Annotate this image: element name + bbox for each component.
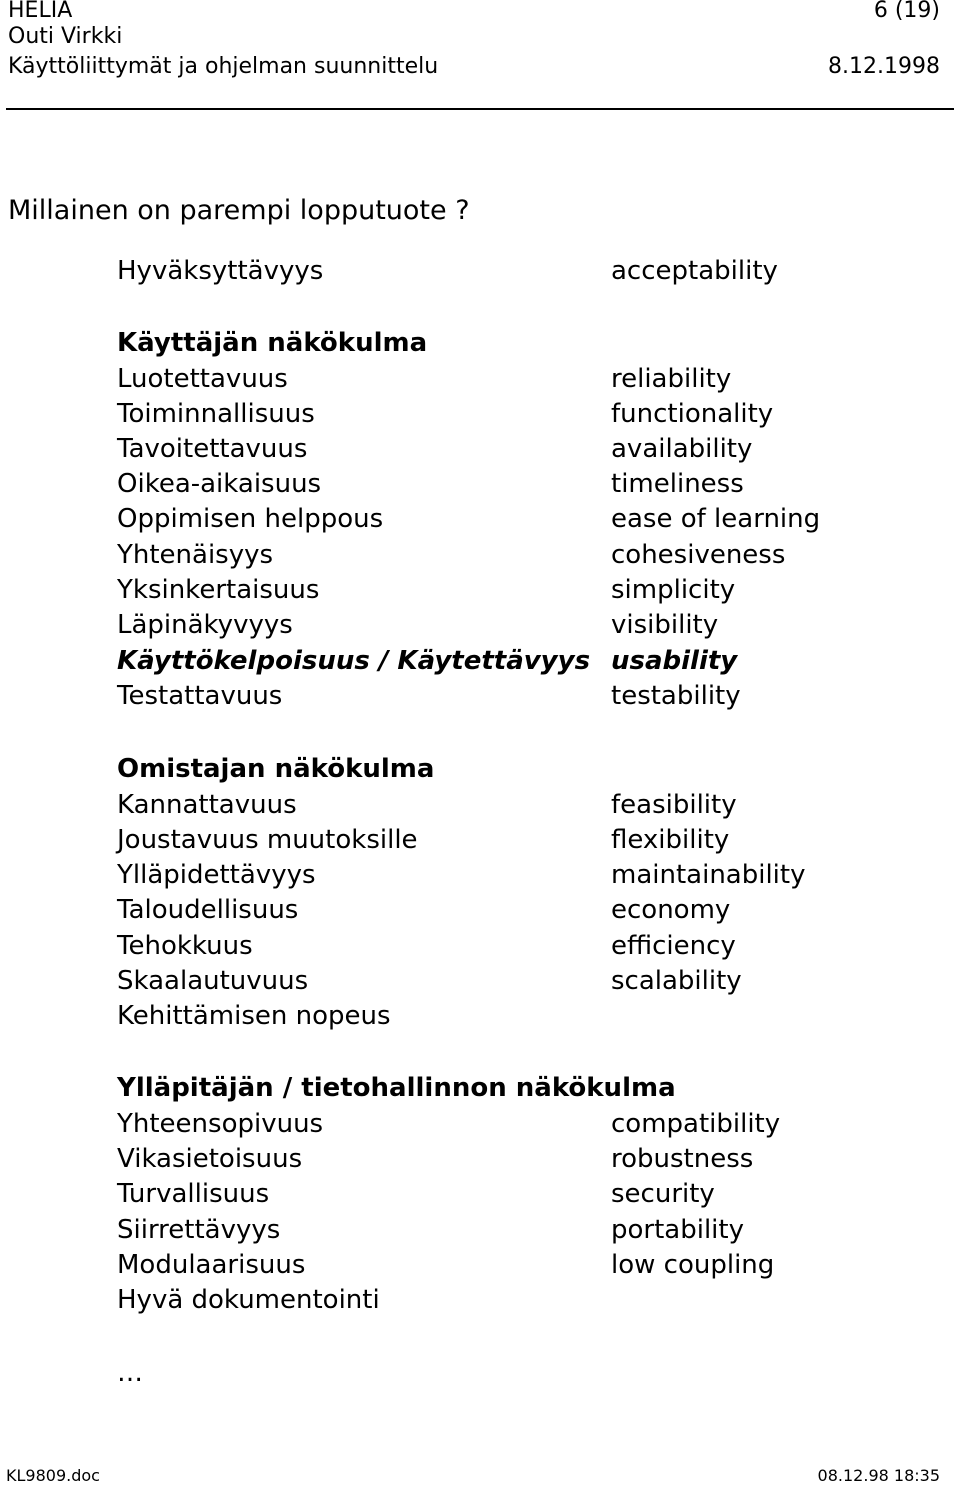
list-item <box>117 1282 960 1318</box>
list-item <box>117 892 960 928</box>
term-en: functionality <box>611 399 774 429</box>
org-name: HELIA <box>8 0 73 23</box>
list-item <box>117 501 960 537</box>
term-en: timeliness <box>611 469 744 499</box>
term-fi: Modulaarisuus <box>117 1250 306 1280</box>
term-en: feasibility <box>611 790 737 820</box>
list-item <box>117 1247 960 1283</box>
term-fi: Tehokkuus <box>117 931 253 961</box>
term-fi: Läpinäkyvyys <box>117 610 293 640</box>
term-fi: Tavoitettavuus <box>117 434 308 464</box>
term-fi: Toiminnallisuus <box>117 399 315 429</box>
term-fi: Ylläpidettävyys <box>117 860 316 890</box>
term-fi: Hyväksyttävyys <box>117 256 324 286</box>
term-fi: Yhtenäisyys <box>117 540 274 570</box>
list-item <box>117 822 960 858</box>
term-fi: Hyvä dokumentointi <box>117 1285 380 1315</box>
term-en: flexibility <box>611 825 730 855</box>
header-org-line <box>8 0 940 24</box>
list-item <box>117 1106 960 1142</box>
term-en: compatibility <box>611 1109 781 1139</box>
list-item <box>117 431 960 467</box>
term-fi: Käyttökelpoisuus / Käytettävyys <box>117 646 591 676</box>
term-fi: Oppimisen helppous <box>117 504 384 534</box>
page-number: 6 (19) <box>873 0 940 23</box>
author-name: Outi Virkki <box>8 24 123 49</box>
page-title: Millainen on parempi lopputuote ? <box>8 195 470 226</box>
term-en: visibility <box>611 610 719 640</box>
term-fi: Oikea-aikaisuus <box>117 469 322 499</box>
list-item <box>117 678 960 714</box>
header-author-line <box>8 24 940 50</box>
term-en: usability <box>611 646 738 676</box>
list-item <box>117 361 960 397</box>
term-fi: Joustavuus muutoksille <box>117 825 418 855</box>
term-fi: Siirrettävyys <box>117 1215 281 1245</box>
term-en: efficiency <box>611 931 736 961</box>
list-item <box>117 928 960 964</box>
term-en: reliability <box>611 364 732 394</box>
term-en: availability <box>611 434 753 464</box>
continuation-ellipsis: … <box>117 1358 143 1388</box>
term-fi: Taloudellisuus <box>117 895 299 925</box>
list-item <box>117 857 960 893</box>
list-item <box>117 1176 960 1212</box>
footer-filename: KL9809.doc <box>6 1466 100 1485</box>
term-en: portability <box>611 1215 744 1245</box>
list-item <box>117 396 960 432</box>
header-course-line <box>8 54 940 80</box>
term-fi: Kehittämisen nopeus <box>117 1001 391 1031</box>
list-item <box>117 643 960 679</box>
term-en: acceptability <box>611 256 778 286</box>
section-heading-owner: Omistajan näkökulma <box>117 754 435 784</box>
section-heading-admin: Ylläpitäjän / tietohallinnon näkökulma <box>117 1073 676 1103</box>
term-en: robustness <box>611 1144 754 1174</box>
list-item <box>117 607 960 643</box>
term-fi: Skaalautuvuus <box>117 966 309 996</box>
document-date: 8.12.1998 <box>828 54 940 79</box>
list-item <box>117 1212 960 1248</box>
term-en: security <box>611 1179 715 1209</box>
intro-row <box>117 253 960 289</box>
list-item <box>117 537 960 573</box>
term-en: simplicity <box>611 575 736 605</box>
term-en: maintainability <box>611 860 806 890</box>
term-fi: Testattavuus <box>117 681 283 711</box>
term-en: cohesiveness <box>611 540 786 570</box>
course-name: Käyttöliittymät ja ohjelman suunnittelu <box>8 54 439 79</box>
term-en: low coupling <box>611 1250 775 1280</box>
list-item <box>117 1141 960 1177</box>
list-item <box>117 572 960 608</box>
term-en: scalability <box>611 966 742 996</box>
term-fi: Turvallisuus <box>117 1179 270 1209</box>
term-fi: Yksinkertaisuus <box>117 575 320 605</box>
list-item <box>117 998 960 1034</box>
term-fi: Vikasietoisuus <box>117 1144 303 1174</box>
term-fi: Yhteensopivuus <box>117 1109 324 1139</box>
list-item <box>117 963 960 999</box>
term-fi: Kannattavuus <box>117 790 297 820</box>
term-en: economy <box>611 895 731 925</box>
section-heading-user: Käyttäjän näkökulma <box>117 328 428 358</box>
term-en: ease of learning <box>611 504 821 534</box>
term-fi: Luotettavuus <box>117 364 288 394</box>
footer-timestamp: 08.12.98 18:35 <box>817 1466 940 1485</box>
list-item <box>117 787 960 823</box>
list-item <box>117 466 960 502</box>
header-divider <box>6 108 954 110</box>
term-en: testability <box>611 681 741 711</box>
